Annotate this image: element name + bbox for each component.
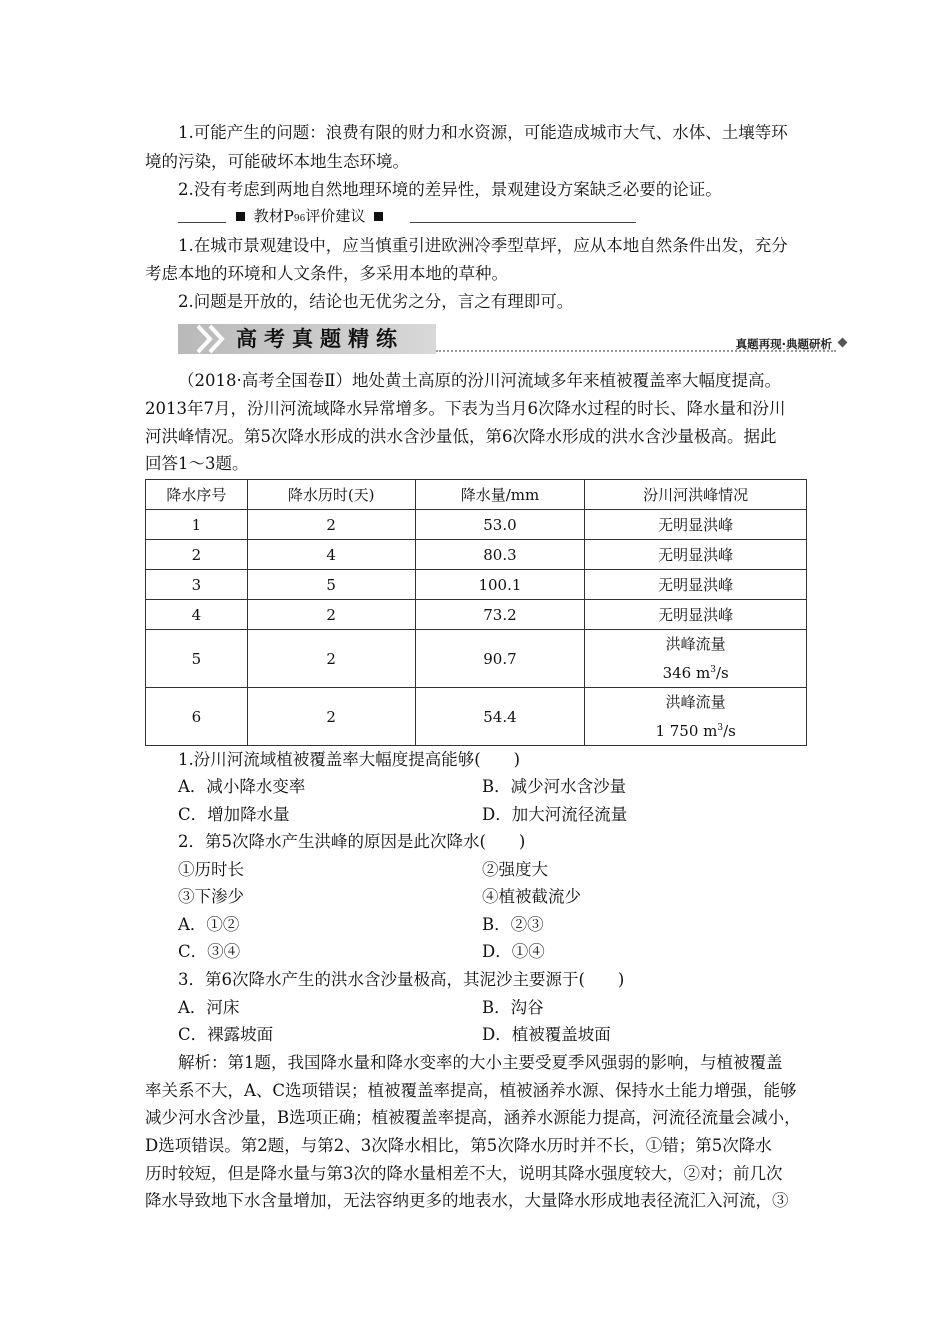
q2-option-b: B．②③ <box>482 915 544 934</box>
flow-unit-tail: /s <box>715 664 729 682</box>
q3-option-b: B．沟谷 <box>482 998 544 1017</box>
table-cell: 2 <box>146 540 248 570</box>
passage-line-2: 2013年7月，汾川河流域降水异常增多。下表为当月6次降水过程的时长、降水量和汾川 <box>145 399 786 418</box>
table-cell: 100.1 <box>415 570 585 600</box>
q3-option-d: D．植被覆盖坡面 <box>482 1025 611 1044</box>
diamond-icon <box>838 338 848 348</box>
table-cell: 90.7 <box>415 630 585 688</box>
table-cell <box>585 688 807 746</box>
section-heading-label: 教材P <box>253 207 294 225</box>
table-row <box>146 540 807 570</box>
table-cell: 4 <box>146 600 248 630</box>
section-heading <box>232 206 387 229</box>
table-cell: 53.0 <box>415 510 585 540</box>
analysis-line-5: 历时较短，但是降水量与第3次的降水量相差不大，说明其降水强度较大，②对；前几次 <box>145 1164 783 1183</box>
table-cell: 6 <box>146 688 248 746</box>
table-cell <box>585 630 807 688</box>
table-header-cell: 降水历时(天) <box>247 480 415 510</box>
table-row <box>146 510 807 540</box>
analysis-line-1: 解析：第1题，我国降水量和降水变率的大小主要受夏季风强弱的影响，与植被覆盖 <box>178 1053 783 1072</box>
q2-option-c: C．③④ <box>178 942 241 961</box>
passage-line-4: 回答1～3题。 <box>145 454 249 473</box>
table-header-cell: 降水量/mm <box>415 480 585 510</box>
table-cell: 无明显洪峰 <box>585 540 807 570</box>
flood-flow <box>585 715 806 744</box>
q1-option-c: C．增加降水量 <box>178 805 290 824</box>
table-cell: 54.4 <box>415 688 585 746</box>
table-cell: 5 <box>247 570 415 600</box>
q2-item-4: ④植被截流少 <box>482 887 581 906</box>
intro-line-1: 1.可能产生的问题：浪费有限的财力和水资源，可能造成城市大气、水体、土壤等环 <box>178 123 788 142</box>
flood-flow <box>585 657 806 686</box>
section-heading-page: 96 <box>293 214 306 224</box>
q3-option-a: A．河床 <box>178 998 240 1017</box>
passage-line-3: 河洪峰情况。第5次降水形成的洪水含沙量低，第6次降水形成的洪水含沙量极高。据此 <box>145 427 777 446</box>
flow-unit-exponent: 3 <box>717 723 724 733</box>
table-cell: 无明显洪峰 <box>585 570 807 600</box>
q1-option-d: D．加大河流径流量 <box>482 805 628 824</box>
q1-option-b: B．减少河水含沙量 <box>482 777 627 796</box>
table-row <box>146 688 807 746</box>
section-banner <box>178 322 846 356</box>
q2-stem: 2．第5次降水产生洪峰的原因是此次降水( ) <box>178 832 526 851</box>
table-cell: 2 <box>247 510 415 540</box>
q3-stem: 3．第6次降水产生的洪水含沙量极高，其泥沙主要源于( ) <box>178 970 625 989</box>
section-heading-after: 评价建议 <box>305 207 366 225</box>
table-cell: 80.3 <box>415 540 585 570</box>
q2-item-1: ①历时长 <box>178 860 244 879</box>
intro-line-3: 2.没有考虑到两地自然地理环境的差异性，景观建设方案缺乏必要的论证。 <box>178 180 722 199</box>
analysis-line-4: D选项错误。第2题，与第2、3次降水相比，第5次降水历时并不长，①错；第5次降水 <box>145 1136 772 1155</box>
flow-unit-exponent: 3 <box>710 665 716 675</box>
analysis-line-3: 减少河水含沙量，B选项正确；植被覆盖率提高，涵养水源能力提高，河流径流量会减小， <box>145 1108 801 1127</box>
eval-line-3: 2.问题是开放的，结论也无优劣之分，言之有理即可。 <box>178 292 574 311</box>
q2-option-d: D．①④ <box>482 942 545 961</box>
q3-option-c: C．裸露坡面 <box>178 1025 274 1044</box>
double-chevron-icon <box>194 324 234 354</box>
table-cell: 无明显洪峰 <box>585 600 807 630</box>
table-cell: 73.2 <box>415 600 585 630</box>
table-header-cell: 降水序号 <box>146 480 248 510</box>
rainfall-table <box>145 479 807 746</box>
table-cell: 1 <box>146 510 248 540</box>
square-bullet-icon <box>236 212 245 221</box>
table-cell: 5 <box>146 630 248 688</box>
flood-label: 洪峰流量 <box>665 635 726 653</box>
q1-stem: 1.汾川河流域植被覆盖率大幅度提高能够( ) <box>178 750 521 769</box>
q1-option-a: A．减小降水变率 <box>178 777 306 796</box>
table-cell: 2 <box>247 600 415 630</box>
table-row <box>146 600 807 630</box>
eval-line-1: 1.在城市景观建设中，应当慎重引进欧洲冷季型草坪，应从本地自然条件出发，充分 <box>178 236 788 255</box>
table-row <box>146 630 807 688</box>
table-header-cell: 汾川河洪峰情况 <box>585 480 807 510</box>
table-header-row <box>146 480 807 510</box>
intro-line-2: 境的污染，可能破坏本地生态环境。 <box>145 152 409 171</box>
table-row <box>146 570 807 600</box>
section-rule-left <box>178 222 226 223</box>
q2-option-a: A．①② <box>178 915 240 934</box>
analysis-line-6: 降水导致地下水含量增加，无法容纳更多的地表水，大量降水形成地表径流汇入河流，③ <box>145 1191 789 1210</box>
banner-title: 高考真题精练 <box>236 327 404 351</box>
table-cell: 无明显洪峰 <box>585 510 807 540</box>
section-rule-right <box>410 222 636 223</box>
flow-unit-tail: /s <box>723 722 736 740</box>
eval-line-2: 考虑本地的环境和人文条件，多采用本地的草种。 <box>145 264 508 283</box>
analysis-line-2: 率关系不大，A、C选项错误；植被覆盖率提高，植被涵养水源、保持水土能力增强，能够 <box>145 1081 797 1100</box>
square-bullet-icon <box>374 212 383 221</box>
q2-item-3: ③下渗少 <box>178 887 244 906</box>
table-cell: 2 <box>247 688 415 746</box>
q2-item-2: ②强度大 <box>482 860 548 879</box>
flow-value: 1 750 m <box>655 722 718 740</box>
flood-label: 洪峰流量 <box>665 693 726 711</box>
flow-value: 346 m <box>662 664 711 682</box>
table-cell: 2 <box>247 630 415 688</box>
passage-line-1: （2018·高考全国卷Ⅱ）地处黄土高原的汾川河流域多年来植被覆盖率大幅度提高。 <box>178 371 781 390</box>
banner-subtitle: 真题再现·典题研析 <box>735 337 832 351</box>
table-cell: 3 <box>146 570 248 600</box>
table-cell: 4 <box>247 540 415 570</box>
